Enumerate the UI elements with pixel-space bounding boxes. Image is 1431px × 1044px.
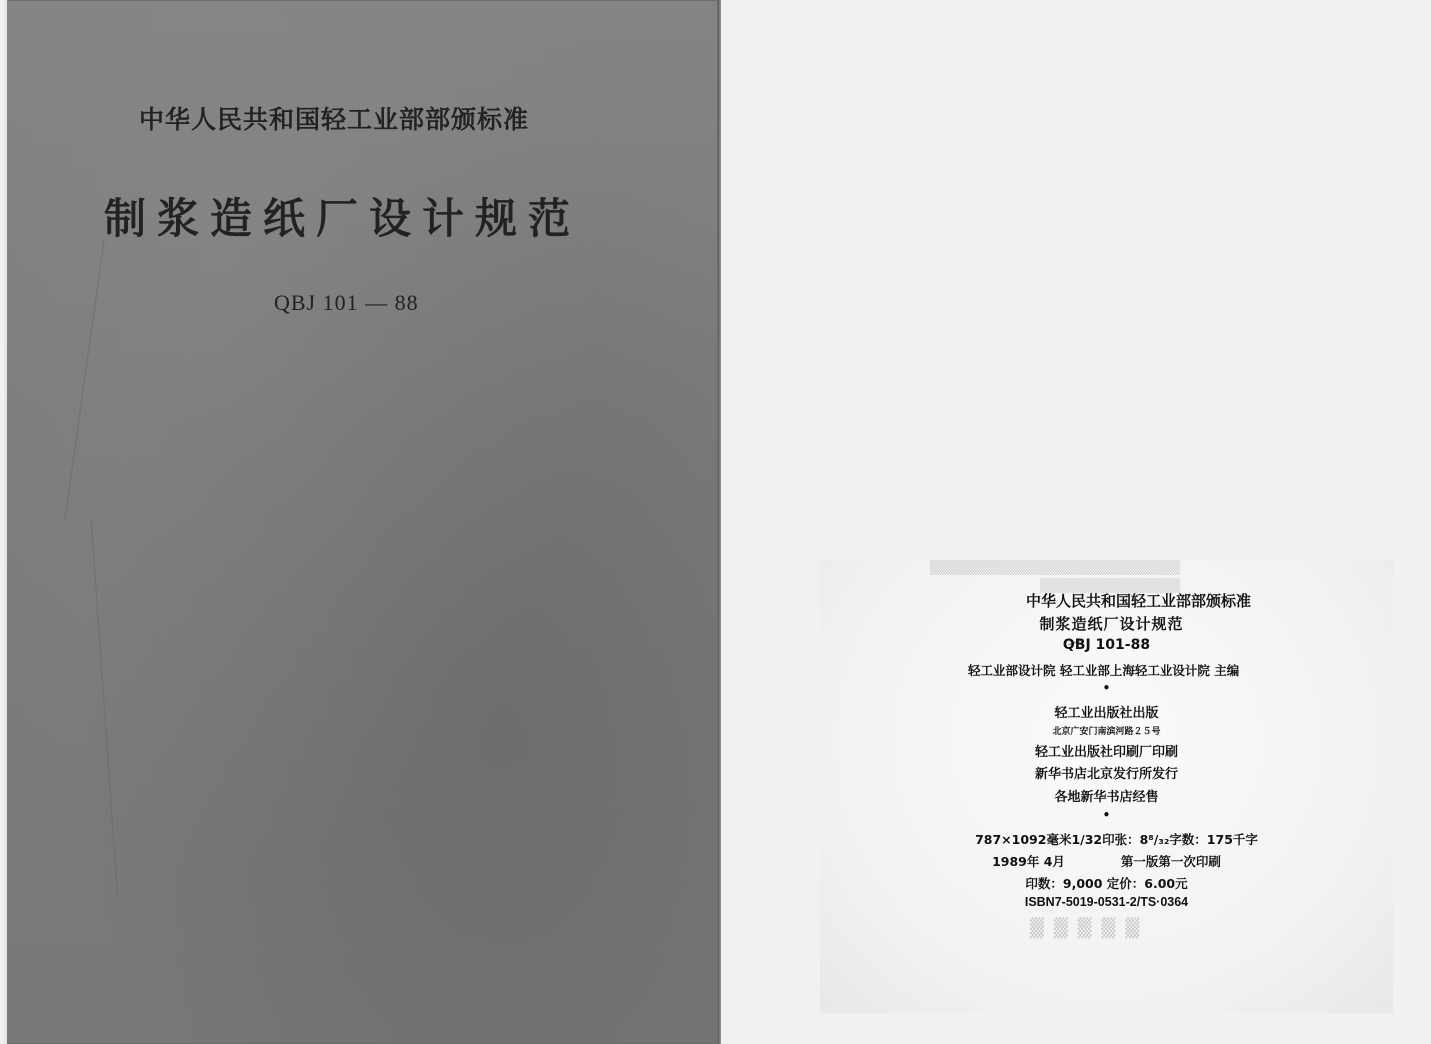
colophon-date: 1989年 4月 <box>992 854 1065 869</box>
colophon-organization: 中华人民共和国轻工业部部颁标准 <box>1025 592 1251 610</box>
colophon-distributor: 新华书店北京发行所发行 <box>1034 767 1178 782</box>
book-cover <box>4 0 718 1044</box>
colophon-isbn: ISBN7-5019-0531-2/TS·0364 <box>1024 895 1189 909</box>
cover-organization: 中华人民共和国轻工业部部颁标准 <box>139 105 530 134</box>
colophon-print-run-price: 印数：9,000 定价：6.00元 <box>1025 876 1188 891</box>
separator-dot: • <box>1102 681 1111 695</box>
colophon-edition: 第一版第一次印刷 <box>1120 854 1221 869</box>
cover-crease <box>64 240 144 520</box>
colophon-specs: 787×1092毫米1/32印张：8⁸/₃₂字数：175千字 <box>975 832 1258 847</box>
colophon-editors: 轻工业部设计院 轻工业部上海轻工业设计院 主编 <box>968 663 1240 678</box>
colophon-date-edition <box>820 852 1393 870</box>
colophon-address: 北京广安门南滨河路２５号 <box>1052 727 1161 737</box>
colophon-seller: 各地新华书店经售 <box>1054 790 1159 805</box>
colophon-page <box>820 560 1393 1013</box>
colophon-printer: 轻工业出版社印刷厂印刷 <box>1034 745 1178 760</box>
bleed-through-stamp: ▒▒▒▒▒ <box>1020 918 1140 939</box>
colophon-title: 制浆造纸厂设计规范 <box>1039 615 1184 633</box>
colophon-standard-code: QBJ 101-88 <box>1062 637 1151 653</box>
cover-standard-code: QBJ 101 — 88 <box>274 290 419 315</box>
cover-title: 制浆造纸厂设计规范 <box>104 194 582 243</box>
colophon-publisher: 轻工业出版社出版 <box>1054 706 1159 721</box>
bleed-through-text: ▒▒▒▒▒▒▒▒▒▒▒▒▒▒▒▒▒▒▒▒▒▒▒▒▒ ▒▒▒▒▒▒▒▒▒▒▒▒▒▒ <box>930 561 1180 594</box>
cover-crease <box>91 520 159 900</box>
separator-dot: • <box>1102 808 1111 822</box>
